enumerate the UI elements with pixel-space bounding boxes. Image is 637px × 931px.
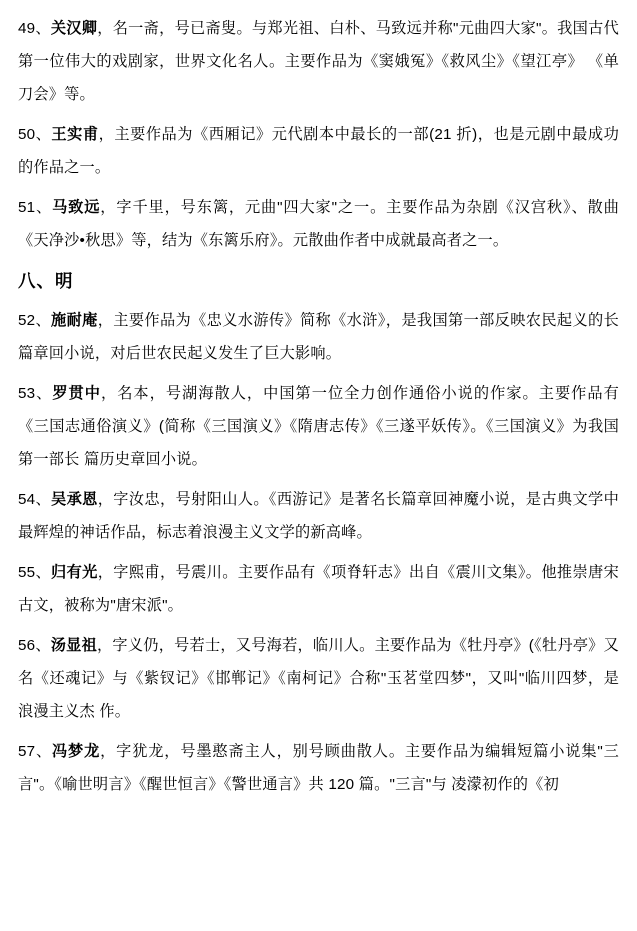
entry-number: 53、 bbox=[18, 385, 53, 402]
entry-number: 50、 bbox=[18, 126, 52, 143]
entry-name: 吴承恩 bbox=[51, 491, 98, 508]
entry-number: 51、 bbox=[18, 199, 53, 216]
list-item bbox=[18, 304, 619, 370]
entry-number: 57、 bbox=[18, 743, 52, 760]
entry-number: 55、 bbox=[18, 564, 52, 581]
entry-number: 52、 bbox=[18, 312, 52, 329]
entry-text: ，字犹龙，号墨憨斋主人，别号顾曲散人。主要作品为编辑短篇小说集"三言"。《喻世明言》《醒世恒言》《警世通言》共 120 篇。"三言"与 凌濛初作的《初 bbox=[18, 743, 619, 793]
entry-text: ，名一斋，号已斋叟。与郑光祖、白朴、马致远并称"元曲四大家"。我国古代第一位伟大的戏剧家，世界文化名人。主要作品为《窦娥冤》《救风尘》《望江亭》 《单刀会》等。 bbox=[18, 20, 619, 103]
section-heading: 八、明 bbox=[18, 271, 74, 291]
list-item bbox=[18, 556, 619, 622]
list-item bbox=[18, 483, 619, 549]
entry-name: 汤显祖 bbox=[50, 637, 98, 654]
list-item bbox=[18, 377, 619, 476]
entry-name: 施耐庵 bbox=[51, 312, 98, 329]
list-item bbox=[18, 191, 619, 257]
entry-text: ，字千里，号东篱，元曲"四大家"之一。主要作品为杂剧《汉宫秋》、散曲《天净沙•秋思》等，结为《东篱乐府》。元散曲作者中成就最高者之一。 bbox=[18, 199, 619, 249]
list-item bbox=[18, 735, 619, 801]
entry-text: ，字义仍，号若士，又号海若，临川人。主要作品为《牡丹亭》(《牡丹亭》又名《还魂记》与《紫钗记》《邯郸记》《南柯记》合称"玉茗堂四梦"，又叫"临川四梦，是浪漫主义杰 作。 bbox=[18, 637, 619, 720]
entry-number: 49、 bbox=[18, 20, 51, 37]
entry-name: 关汉卿 bbox=[50, 20, 98, 37]
entry-name: 归有光 bbox=[51, 564, 98, 581]
entry-text: ，字熙甫，号震川。主要作品有《项脊轩志》出自《震川文集》。他推崇唐宋古文，被称为"唐宋派"。 bbox=[18, 564, 619, 614]
list-item bbox=[18, 12, 619, 111]
entry-text: ，主要作品为《忠义水游传》简称《水浒》，是我国第一部反映农民起义的长篇章回小说，对后世农民起义发生了巨大影响。 bbox=[18, 312, 619, 362]
entry-text: ，字汝忠，号射阳山人。《西游记》是著名长篇章回神魔小说，是古典文学中最辉煌的神话作品，标志着浪漫主义文学的新高峰。 bbox=[18, 491, 619, 541]
entry-name: 罗贯中 bbox=[52, 385, 101, 402]
entry-name: 马致远 bbox=[52, 199, 101, 216]
entry-number: 56、 bbox=[18, 637, 51, 654]
list-item bbox=[18, 118, 619, 184]
entry-number: 54、 bbox=[18, 491, 52, 508]
entry-text: ，主要作品为《西厢记》元代剧本中最长的一部(21 折)，也是元剧中最成功的作品之一。 bbox=[18, 126, 619, 176]
entry-name: 冯梦龙 bbox=[52, 743, 101, 760]
entry-name: 王实甫 bbox=[51, 126, 99, 143]
entry-text: ，名本，号湖海散人，中国第一位全力创作通俗小说的作家。主要作品有《三国志通俗演义》(简称《三国演义》《隋唐志传》《三遂平妖传》。《三国演义》为我国第一部长 篇历史章回小说。 bbox=[18, 385, 619, 468]
list-item bbox=[18, 629, 619, 728]
